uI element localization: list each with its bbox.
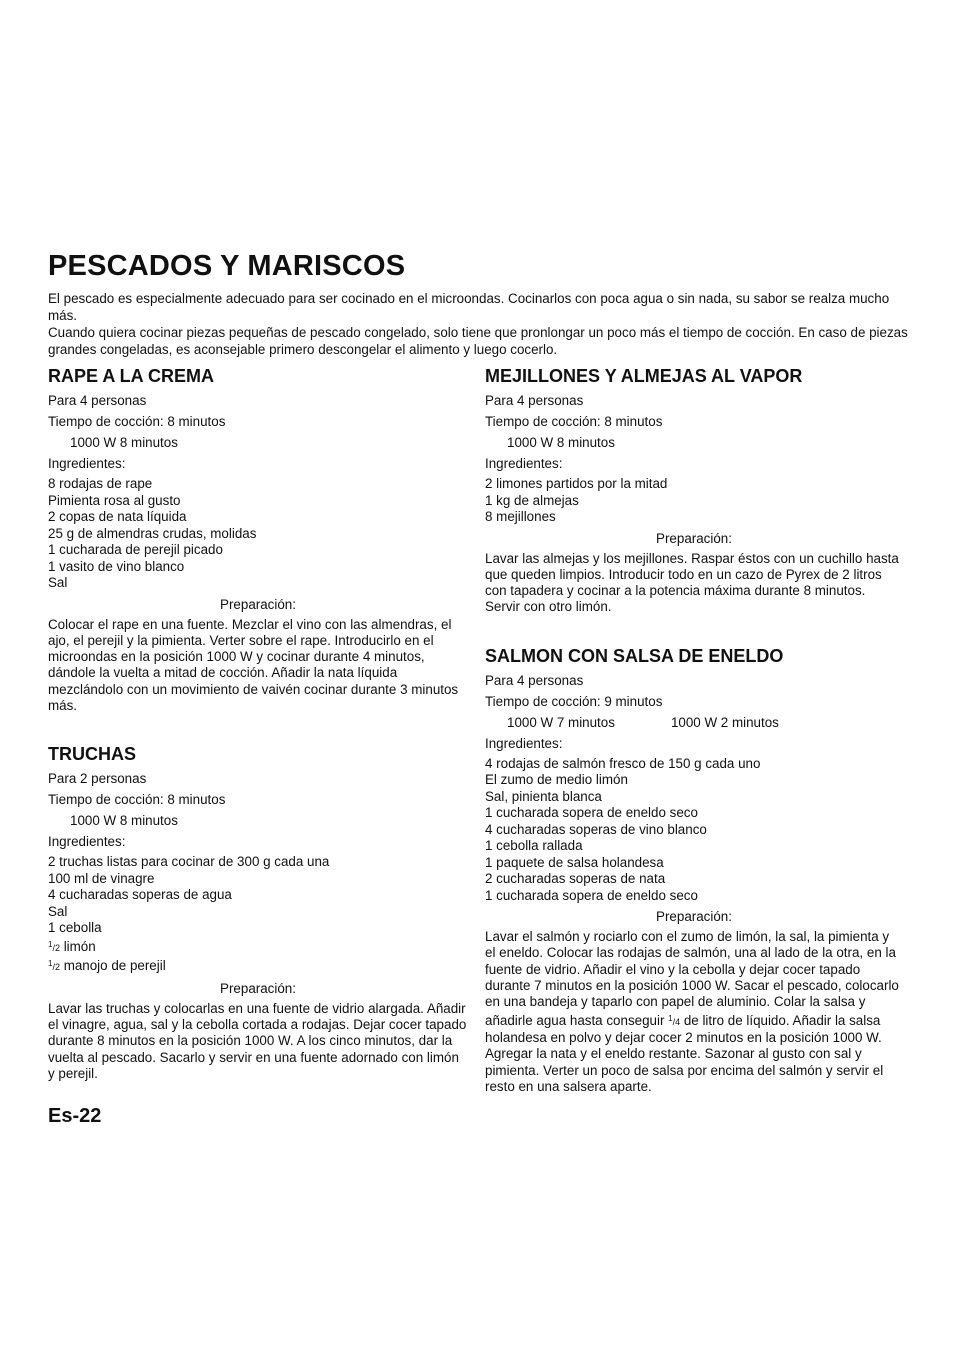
preparation-text-part: de litro de líquido. Añadir la salsa holandesa en polvo y dejar cocer 2 minutos en la posición 1000 W. Agregar la nata y el eneldo restante. Sazonar al gusto con sal y pimienta. Verter un poco de salsa por encima del salmón y servir el resto en una salsera aparte. [485, 1012, 884, 1094]
intro [48, 290, 908, 358]
preparation-text-part: Lavar el salmón y rociarlo con el zumo de limón, la sal, la pimienta y el eneldo. Colocar las rodajas de salmón, una al lado de la otra, en la fuente de vidrio. Añadir el vino y la cebolla y dejar cocer tapado durante 7 minutos en la posición 1000 W. Sacar el pescado, colocarlo en una bandeja y taparlo con papel de aluminio. Colar la salsa y añadirle agua hasta conseguir [485, 929, 899, 1028]
preparation-label: Preparación: [656, 530, 732, 546]
list-item: 25 g de almendras crudas, molidas [48, 525, 257, 541]
fraction [668, 1013, 681, 1027]
intro-paragraph: El pescado es especialmente adecuado para ser cocinado en el microondas. Cocinarlos con poca agua o sin nada, su sabor se realza mucho más. [48, 291, 890, 323]
recipe-title: TRUCHAS [48, 744, 136, 765]
power-setting [507, 714, 903, 731]
list-item [48, 956, 468, 976]
fraction-denominator: /4 [672, 1016, 681, 1027]
list-item: 100 ml de vinagre [48, 870, 155, 886]
list-item: Sal, pinienta blanca [485, 788, 602, 804]
fraction-denominator: /2 [52, 962, 60, 973]
list-item: 1 cucharada sopera de eneldo seco [485, 805, 698, 821]
recipe-rape [48, 366, 468, 714]
recipe-title: SALMON CON SALSA DE ENELDO [485, 645, 784, 666]
cooking-time: Tiempo de cocción: 9 minutos [485, 693, 663, 709]
list-item: 4 cucharadas soperas de agua [48, 887, 232, 903]
cooking-time: Tiempo de cocción: 8 minutos [485, 414, 663, 429]
power-setting [70, 434, 468, 451]
list-item: 1 kg de almejas [485, 492, 579, 508]
preparation-text: Lavar las truchas y colocarlas en una fuente de vidrio alargada. Añadir el vinagre, agua, sal y la cebolla cortada a rodajas. Dejar cocer tapado durante 8 minutos en la posición 1000 W. A los cinco minutos, dar la vuelta al pescado. Sacarlo y servir en una fuente adornado con limón y perejil. [48, 1000, 467, 1081]
list-item: 8 mejillones [485, 509, 556, 524]
servings: Para 2 personas [48, 771, 147, 787]
preparation-text [485, 929, 903, 1095]
preparation-label: Preparación: [220, 596, 296, 612]
list-item [48, 937, 468, 957]
ingredient-list [485, 476, 903, 526]
recipe-salmon [485, 646, 903, 1095]
list-item: 1 cebolla [48, 920, 102, 936]
fraction-denominator: /2 [52, 942, 60, 953]
preparation-text: Lavar las almejas y los mejillones. Raspar éstos con un cuchillo hasta que queden limpios. Introducir todo en un cazo de Pyrex de 2 litros con tapadera y cocinar a la potencia máxima durante 8 minutos. Servir con otro limón. [485, 550, 899, 615]
list-item: 1 vasito de vino blanco [48, 558, 185, 574]
list-item: 1 cucharada de perejil picado [48, 542, 223, 557]
recipe-truchas [48, 744, 468, 1082]
list-item: Sal [48, 903, 68, 919]
fraction [48, 939, 60, 953]
left-column [48, 366, 468, 1082]
power-setting [507, 434, 903, 451]
cooking-time: Tiempo de cocción: 8 minutos [48, 792, 226, 808]
cooking-time: Tiempo de cocción: 8 minutos [48, 414, 226, 429]
fraction-numerator: 1 [668, 1013, 673, 1023]
list-item: Pimienta rosa al gusto [48, 492, 181, 508]
list-item: 1 cebolla rallada [485, 838, 583, 854]
ingredient-list [485, 756, 903, 905]
power-step: 1000 W 8 minutos [507, 435, 615, 450]
list-item: 2 cucharadas soperas de nata [485, 871, 666, 887]
page-title: PESCADOS Y MARISCOS [48, 250, 406, 282]
recipe-title: RAPE A LA CREMA [48, 366, 214, 386]
power-step: 1000 W 7 minutos [507, 714, 615, 730]
ingredient-text: manojo de perejil [59, 958, 166, 974]
servings: Para 4 personas [48, 393, 147, 408]
power-step: 1000 W 8 minutos [70, 435, 178, 450]
ingredients-label: Ingredientes: [485, 456, 563, 471]
list-item: 2 copas de nata líquida [48, 509, 187, 524]
preparation-text: Colocar el rape en una fuente. Mezclar el vino con las almendras, el ajo, el perejil y la pimienta. Verter sobre el rape. Introducirlo en el microondas en la posición 1000 W y cocinar durante 4 minutos, dándole la vuelta a mitad de cocción. Añadir la nata líquida mezclándolo con un movimiento de vaivén cocinar durante 3 minutos más. [48, 616, 459, 713]
ingredients-label: Ingredientes: [485, 735, 563, 751]
ingredient-list [48, 476, 468, 592]
recipe-mejillones [485, 366, 903, 616]
preparation-label: Preparación: [220, 980, 296, 996]
servings: Para 4 personas [485, 672, 584, 688]
list-item: 1 cucharada sopera de eneldo seco [485, 887, 698, 903]
list-item: 2 truchas listas para cocinar de 300 g cada una [48, 854, 330, 870]
fraction-numerator: 1 [48, 939, 53, 949]
list-item: Sal [48, 575, 68, 590]
list-item: 4 rodajas de salmón fresco de 150 g cada uno [485, 755, 761, 771]
page-number: Es-22 [48, 1105, 102, 1127]
ingredients-label: Ingredientes: [48, 834, 126, 850]
preparation-label: Preparación: [656, 909, 732, 925]
ingredient-text: limón [59, 938, 96, 954]
ingredients-label: Ingredientes: [48, 456, 126, 471]
list-item: El zumo de medio limón [485, 772, 628, 788]
intro-paragraph: Cuando quiera cocinar piezas pequeñas de pescado congelado, solo tiene que pronlongar un poco más el tiempo de cocción. En caso de piezas grandes congeladas, es aconsejable primero descongelar el alimento y luego cocerlo. [48, 325, 908, 357]
right-column [485, 366, 903, 1095]
servings: Para 4 personas [485, 393, 584, 408]
ingredient-list [48, 854, 468, 976]
power-step: 1000 W 8 minutos [70, 813, 178, 829]
list-item: 8 rodajas de rape [48, 476, 153, 491]
power-step: 1000 W 2 minutos [670, 714, 779, 730]
fraction-numerator: 1 [48, 959, 53, 969]
list-item: 2 limones partidos por la mitad [485, 476, 668, 491]
list-item: 4 cucharadas soperas de vino blanco [485, 821, 707, 837]
recipe-title: MEJILLONES Y ALMEJAS AL VAPOR [485, 366, 803, 386]
fraction [48, 959, 60, 973]
power-setting [70, 812, 468, 829]
list-item: 1 paquete de salsa holandesa [485, 854, 664, 870]
